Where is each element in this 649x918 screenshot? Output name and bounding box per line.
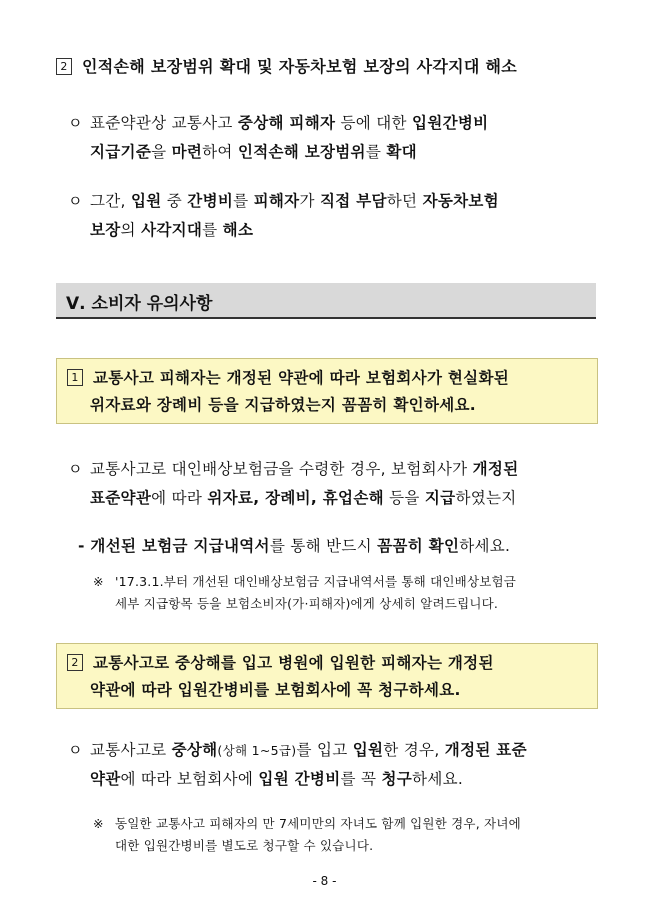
page-number: - 8 -: [312, 874, 337, 888]
text-bold: 해소: [222, 221, 254, 239]
bullet-icon: ㅇ: [68, 114, 83, 132]
number-box: 2: [67, 654, 83, 671]
text: 표준약관상 교통사고: [90, 114, 238, 132]
text: 교통사고로: [90, 741, 172, 759]
text-bold: 사각지대: [141, 221, 203, 239]
notice-text: 교통사고 피해자는 개정된 약관에 따라 보험회사가 현실화된: [93, 369, 510, 387]
text-bold: 확대: [386, 143, 417, 161]
text: 을: [151, 143, 172, 161]
notice-text: 교통사고로 중상해를 입고 병원에 입원한 피해자는 개정된: [93, 654, 494, 672]
text-bold: 개정된: [472, 460, 519, 478]
text: 그간,: [90, 192, 132, 210]
paragraph-line: [90, 141, 417, 163]
text-bold: 청구: [381, 770, 413, 788]
text: 등에 대한: [335, 114, 413, 132]
text: 하여: [202, 143, 238, 161]
text-bold: 지급: [424, 489, 456, 507]
text: 등을: [383, 489, 425, 507]
text: 에 따라 보험회사에: [120, 770, 259, 788]
section-title-bar: [56, 283, 596, 319]
section-heading: [56, 56, 517, 78]
note-mark: ※: [93, 574, 104, 589]
paragraph-line: [90, 739, 527, 762]
bullet-icon: ㅇ: [68, 741, 83, 759]
text: 하세요.: [412, 770, 464, 788]
text: 하세요.: [459, 537, 511, 555]
notice-box: [56, 643, 598, 709]
text: 에 따라: [151, 489, 208, 507]
bullet-icon: ㅇ: [68, 192, 83, 210]
text: 를: [365, 143, 387, 161]
number-box: 1: [67, 369, 83, 386]
text-bold: 입원간병비: [412, 114, 489, 132]
paragraph-line: [90, 458, 518, 480]
text-bold: 중상해 피해자: [237, 114, 336, 132]
note-line: 대한 입원간병비를 별도로 청구할 수 있습니다.: [115, 838, 374, 853]
note-mark: ※: [93, 816, 104, 831]
note-line: '17.3.1.부터 개선된 대인배상보험금 지급내역서를 통해 대인배상보험금: [115, 574, 517, 589]
notice-line: 위자료와 장례비 등을 지급하였는지 꼼꼼히 확인하세요.: [90, 396, 476, 414]
paragraph-line: [90, 219, 253, 241]
text: 한 경우,: [383, 741, 445, 759]
text-bold: 입원: [131, 192, 162, 210]
bullet-icon: ㅇ: [68, 460, 83, 478]
text: 를 통해 반드시: [269, 537, 378, 555]
text-bold: 꼼꼼히 확인: [377, 537, 460, 555]
note-line: 동일한 교통사고 피해자의 만 7세미만의 자녀도 함께 입원한 경우, 자녀에: [115, 816, 521, 831]
text-bold: 입원 간병비: [258, 770, 341, 788]
notice-box: [56, 358, 598, 424]
text: 하였는지: [455, 489, 517, 507]
paragraph-line: [90, 768, 463, 790]
section-heading-text: 인적손해 보장범위 확대 및 자동차보험 보장의 사각지대 해소: [82, 57, 517, 76]
text: 중: [161, 192, 188, 210]
text-bold: - 개선된 보험금 지급내역서: [78, 537, 270, 555]
paragraph-line: [90, 112, 488, 134]
notice-line: 약관에 따라 입원간병비를 보험회사에 꼭 청구하세요.: [90, 681, 461, 699]
text-bold: 마련: [171, 143, 203, 161]
text-bold: 간병비: [187, 192, 234, 210]
text: 를 입고: [296, 741, 353, 759]
section-title: Ⅴ. 소비자 유의사항: [66, 294, 213, 314]
text-bold: 지급기준: [90, 143, 152, 161]
text-bold: 보장: [90, 221, 121, 239]
text-bold: 위자료, 장례비, 휴업손해: [207, 489, 384, 507]
text-bold: 인적손해 보장범위: [237, 143, 366, 161]
text: 의: [120, 221, 142, 239]
text-bold: 피해자: [253, 192, 300, 210]
text: 를: [202, 221, 223, 239]
text: 를: [233, 192, 254, 210]
text-bold: 입원: [352, 741, 384, 759]
number-box: 2: [56, 58, 72, 75]
text: 하던: [386, 192, 423, 210]
text-bold: 자동차보험: [422, 192, 499, 210]
text-bold: 개정된 표준: [444, 741, 527, 759]
text: 가: [299, 192, 320, 210]
note-line: 세부 지급항목 등을 보험소비자(가·피해자)에게 상세히 알려드립니다.: [115, 596, 499, 611]
paragraph-line: [90, 190, 499, 212]
text: 교통사고로 대인배상보험금을 수령한 경우, 보험회사가: [90, 460, 473, 478]
dash-line: [78, 535, 510, 557]
text-bold: 직접 부담: [319, 192, 387, 210]
text-bold: 중상해: [171, 741, 218, 759]
paragraph-line: [90, 487, 517, 509]
notice-line: [67, 367, 509, 389]
text: 를 꼭: [340, 770, 382, 788]
text-small: (상해 1~5급): [217, 743, 297, 758]
notice-line: [67, 652, 494, 674]
text-bold: 약관: [90, 770, 121, 788]
text-bold: 표준약관: [90, 489, 152, 507]
